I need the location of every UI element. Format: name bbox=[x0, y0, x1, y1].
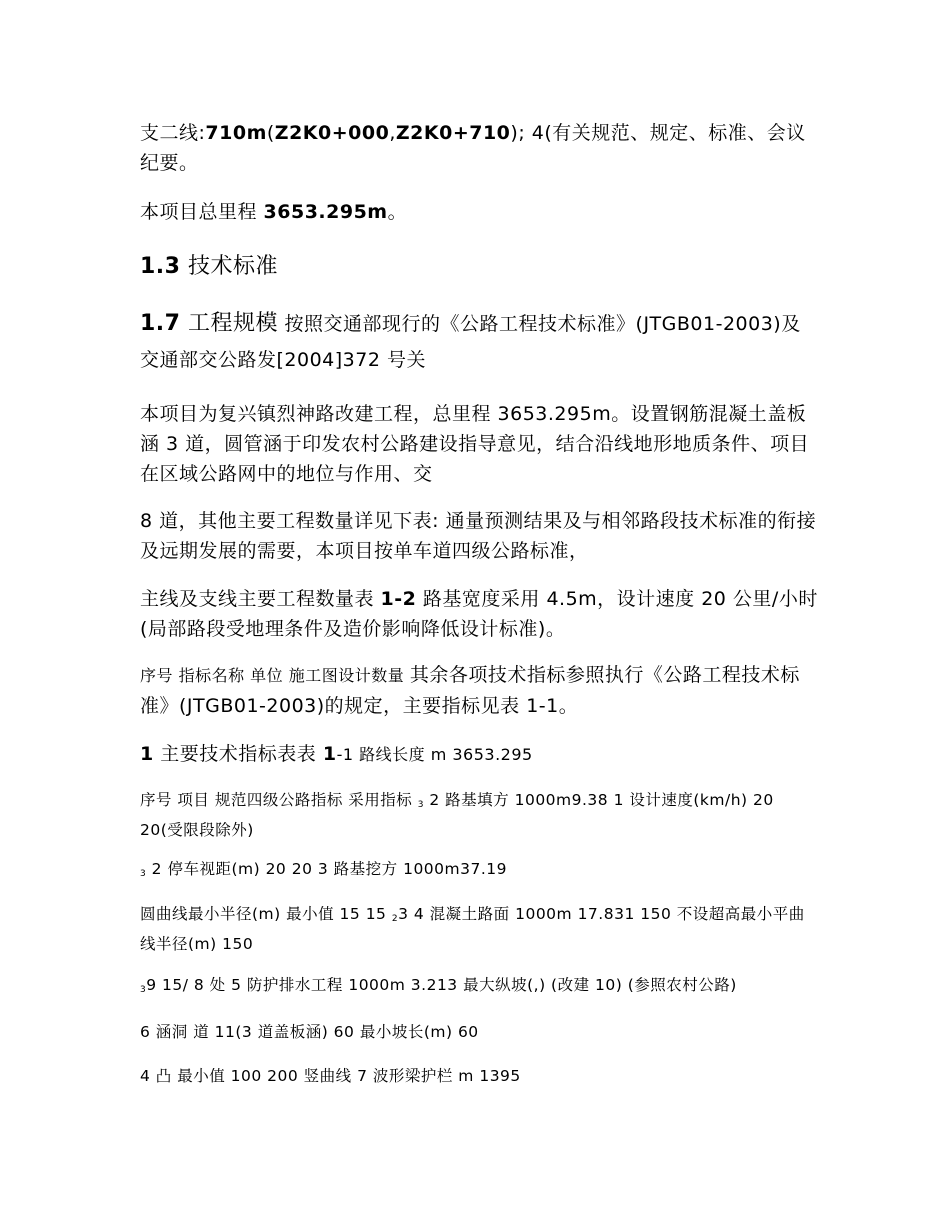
text-span: 3 4 混凝土路面 1000m 17.831 150 不设超高最小平曲线半径(m) 150 bbox=[140, 905, 805, 953]
superscript-text: 3 bbox=[140, 985, 147, 995]
text-span: 支二线: bbox=[140, 122, 206, 144]
text-span: 圆曲线最小半径(m) 最小值 15 15 bbox=[140, 905, 392, 923]
paragraph-indicator-row-2 bbox=[140, 856, 820, 886]
heading-text: 技术标准 bbox=[180, 254, 278, 279]
heading-number: 1.7 bbox=[140, 311, 181, 336]
text-span: -1 路线长度 m 3653.295 bbox=[336, 745, 533, 764]
heading-number: 1.3 bbox=[140, 254, 181, 279]
paragraph-project-overview: 本项目为复兴镇烈神路改建工程，总里程 3653.295m。设置钢筋混凝土盖板涵 3 道，圆管涵于印发农村公路建设指导意见，结合沿线地形地质条件、项目在区域公路网中的地位与作用、交 bbox=[140, 403, 810, 485]
text-span: 9 15/ 8 处 5 防护排水工程 1000m 3.213 最大纵坡(,) (改建 10) (参照农村公路) bbox=[146, 976, 737, 994]
text-span: 1 bbox=[322, 743, 337, 765]
text-span: 主线及支线主要工程数量表 bbox=[140, 588, 381, 610]
paragraph-indicator-row-5: 6 涵洞 道 11(3 道盖板涵) 60 最小坡长(m) 60 bbox=[140, 1023, 479, 1041]
heading-text: 工程规模 bbox=[180, 311, 278, 336]
text-span: 序号 指标名称 单位 施工图设计数量 bbox=[140, 666, 410, 685]
text-span: 1-2 bbox=[380, 588, 417, 610]
text-span: 2 停车视距(m) 20 20 3 路基挖方 1000m37.19 bbox=[146, 860, 508, 878]
text-span: Z2K0+710 bbox=[395, 122, 511, 144]
paragraph-total-mileage bbox=[140, 197, 820, 227]
paragraph-indicator-row-6: 4 凸 最小值 100 200 竖曲线 7 波形梁护栏 m 1395 bbox=[140, 1067, 521, 1085]
text-span: 。 bbox=[387, 201, 408, 223]
text-span: 本项目总里程 bbox=[140, 201, 264, 223]
superscript-text: 2 bbox=[391, 914, 399, 924]
document-page bbox=[140, 118, 820, 1090]
text-span: 710m bbox=[205, 122, 267, 144]
superscript-text: 3 bbox=[140, 869, 147, 879]
text-span: 主要技术指标表表 bbox=[153, 743, 323, 765]
text-span: 序号 项目 规范四级公路指标 采用指标 bbox=[140, 791, 418, 809]
text-span: Z2K0+000 bbox=[274, 122, 390, 144]
text-span: 1 bbox=[140, 743, 154, 765]
paragraph-quantity-table bbox=[140, 584, 820, 644]
text-span: 3653.295m bbox=[263, 201, 388, 223]
paragraph-indicator-row-4 bbox=[140, 972, 820, 1002]
text-span: 路基宽度采用 4.5m，设计速度 20 公里/小时(局部路段受地理条件及造价影响降低设计标准)。 bbox=[140, 588, 818, 640]
paragraph-indicator-row-3 bbox=[140, 901, 820, 958]
text-span: 2 路基填方 1000m9.38 1 设计速度(km/h) 20 20(受限段除外) bbox=[140, 791, 774, 839]
section-heading-project-scale bbox=[140, 306, 820, 378]
heading-tail-text: 按照交通部现行的《公路工程技术标准》(JTGB01-2003)及交通部交公路发[2004]372 号关 bbox=[140, 313, 801, 371]
paragraph-main-indicators bbox=[140, 739, 820, 770]
paragraph-branch-line bbox=[140, 118, 820, 178]
text-span: ); 4(有关规范、规定、标准、会议纪要。 bbox=[140, 122, 806, 174]
text-span: ( bbox=[266, 122, 275, 144]
text-span: , bbox=[389, 122, 396, 144]
paragraph-table-header bbox=[140, 660, 820, 721]
paragraph-culverts: 8 道，其他主要工程数量详见下表: 通量预测结果及与相邻路段技术标准的衔接及远期发展的需要，本项目按单车道四级公路标准， bbox=[140, 510, 817, 562]
section-heading-technical-standards bbox=[140, 252, 820, 282]
superscript-text: 3 bbox=[417, 800, 424, 810]
paragraph-indicator-row-1 bbox=[140, 787, 820, 844]
text-span: 其余各项技术指标参照执行《公路工程技术标准》(JTGB01-2003)的规定，主要指标见表 1-1。 bbox=[140, 664, 800, 717]
